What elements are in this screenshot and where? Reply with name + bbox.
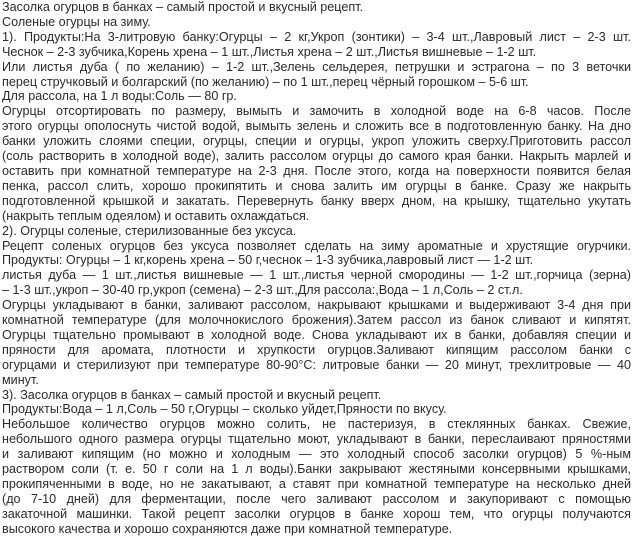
text-line: (до 7-10 дней) для ферментации, после чего заливают рассолом и закупоривают с помощью xyxy=(2,491,631,506)
text-line: (соль растворить в холодной воде), залить рассолом огурцы до самого края банки. Накрыть марлей и xyxy=(2,149,631,164)
text-line: Для рассола, на 1 л воды:Соль — 80 гр. xyxy=(2,89,237,104)
text-line: Огурцы отсортировать по размеру, вымыть и замочить в холодной воде на 6-8 часов. После xyxy=(2,104,631,119)
text-line: прокипяченными в воде, но не закатывают, а ставят при комнатной температуре на несколько дней xyxy=(2,477,631,491)
text-line: Небольшое количество огурцов можно солить, не пастеризуя, в стеклянных банках. Свежие, xyxy=(2,417,631,432)
text-line: комнатной температуре (для молочнокислого брожения).Затем рассол из банок сливают и кипятят. xyxy=(2,313,631,328)
text-line: закаточной машинки. Такой рецепт засолки огурцов в банке хорош тем, что огурцы получаются xyxy=(2,506,631,521)
text-line: минут. xyxy=(2,372,39,387)
text-line: подготовленной крышкой и закатать. Перевернуть банку вверх дном, на крышку, тщательно укутать xyxy=(2,193,631,208)
text-line: небольшого одного размера огурцы тщательно моют, укладывают в банки, переслаивают пряностями xyxy=(2,432,631,447)
text-line: высокого качества и хорошо сохраняются даже при комнатной температуре. xyxy=(2,521,453,536)
section-heading: 2). Огурцы соленые, стерилизованные без уксуса. xyxy=(2,223,297,238)
text-line: пряности для аромата, плотности и хрупкости огурцов.Заливают кипящим рассолом банки с xyxy=(2,342,631,357)
text-line: Продукты: Огурцы – 1 кг,корень хрена – 50 г,чеснок – 1-3 зубчика,лавровый лист — 1-2 шт. xyxy=(2,253,534,268)
document-title: Засолка огурцов в банках – самый простой и вкусный рецепт. xyxy=(2,0,364,14)
section-heading: Соленые огурцы на зиму. xyxy=(2,14,151,29)
text-line: (накрыть теплым одеялом) и оставить охлаждаться. xyxy=(2,208,310,223)
text-line: – 1-3 шт.,укроп – 30-40 гр,укроп (семена) – 2-3 шт.,Для рассола:,Вода – 1 л,Соль – 2 ст.л. xyxy=(2,283,523,298)
text-line: пенка, рассол слить, хорошо прокипятить и снова залить им огурцы в банке. Сразу же накрыть xyxy=(2,178,631,193)
text-line: Или листья дуба ( по желанию) – 1-2 шт.,Зелень сельдерея, петрушки и эстрагона – по 3 веточки xyxy=(2,59,631,74)
text-line: банки уложить слоями специи, огурцы, специи и огурцы, укроп уложить сверху.Приготовить рассол xyxy=(2,134,631,149)
text-line: перец стручковый и болгарский (по желанию) – по 1 шт.,перец чёрный горошком – 5-6 шт. xyxy=(2,74,529,89)
section-heading: 3). Засолка огурцов в банках – самый простой и вкусный рецепт. xyxy=(2,387,382,402)
text-line: этого огурцы ополоснуть чистой водой, вымыть зелень и сложить все в подготовленную банку. На дно xyxy=(2,119,631,134)
text-line: Чеснок – 2-3 зубчика,Корень хрена – 1 шт.,Листья хрена – 2 шт.,Листья вишневые – 1-2 шт. xyxy=(2,44,537,59)
text-line: Рецепт соленых огурцов без уксуса позволяет сделать на зиму ароматные и хрустящие огурчики. xyxy=(2,238,631,253)
text-line: раствором соли (т. е. 50 г соли на 1 л воды).Банки закрывают жестяными консервными крышками, xyxy=(2,462,631,477)
text-line: огурцами и стерилизуют при температуре 80-90°С: литровые банки — 20 минут, трехлитровые — 40 xyxy=(2,357,631,372)
text-line: 1). Продукты:На 3-литровую банку:Огурцы – 2 кг,Укроп (зонтики) – 3-4 шт.,Лавровый лист – 2-3 шт. xyxy=(2,29,631,44)
text-line: оставить при комнатной температуре на 2-3 дня. После этого, когда на поверхности появится белая xyxy=(2,163,631,178)
text-line: листья дуба — 1 шт.,листья вишневые — 1 шт.,листья черной смородины — 1-2 шт.,горчица (зерна) xyxy=(2,268,631,283)
text-line: Продукты:Вода – 1 л,Соль – 50 г,Огурцы – сколько уйдет,Пряности по вкусу. xyxy=(2,402,447,417)
text-line: и заливают кипящим (но можно и холодным — это холодный способ засолки огурцов) 5 %-ным xyxy=(2,447,631,462)
text-line: Огурцы тщательно промывают в холодной воде. Снова укладывают их в банки, добавляя специи и xyxy=(2,327,631,342)
text-line: Огурцы укладывают в банки, заливают рассолом, накрывают крышками и выдерживают 3-4 дня при xyxy=(2,298,631,313)
